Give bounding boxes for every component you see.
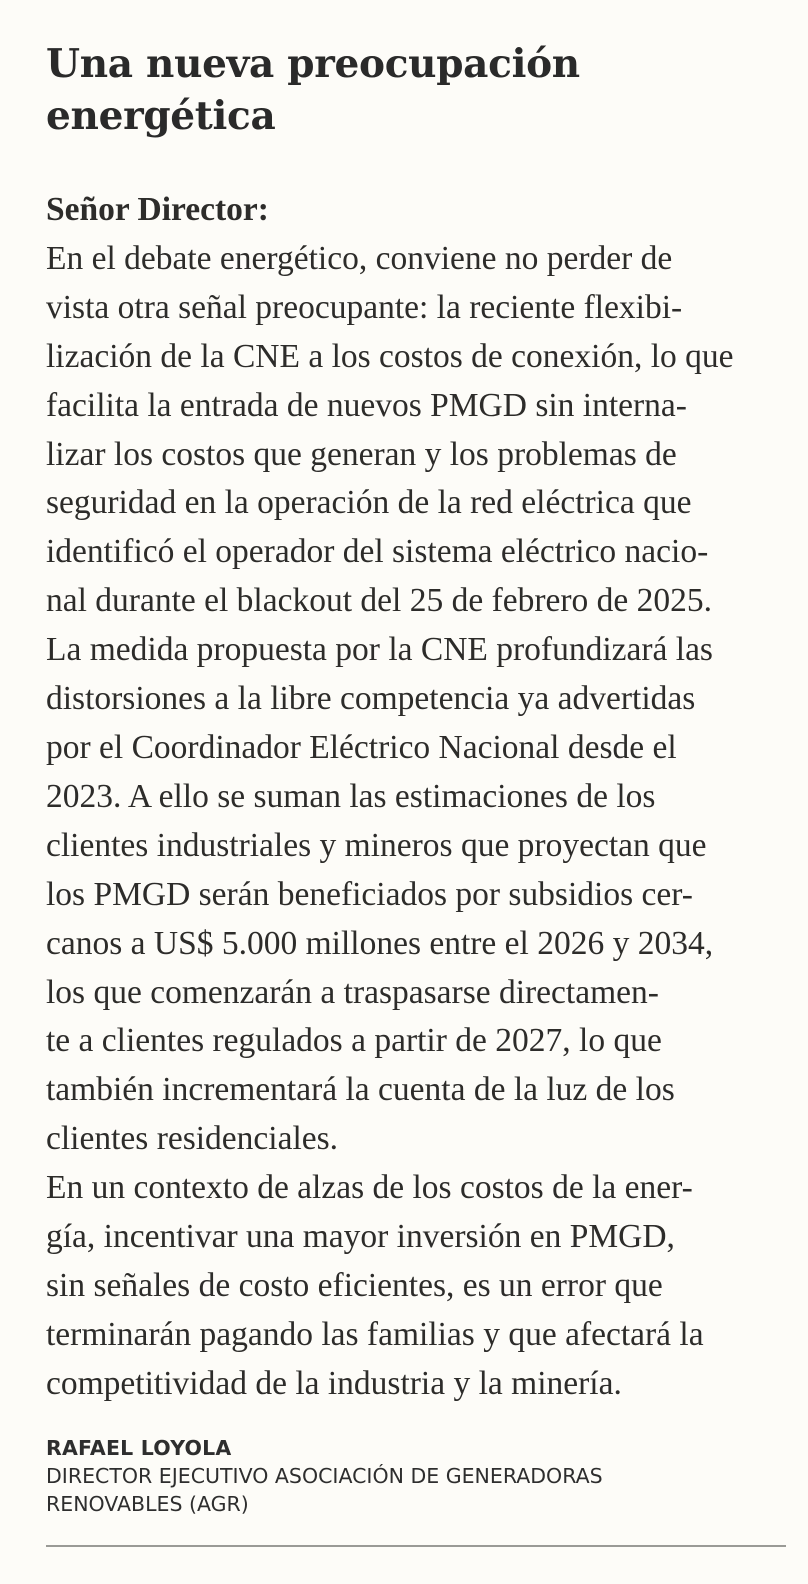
body-line: vista otra señal preocupante: la reciente flexibi-: [46, 288, 683, 326]
body-line: por el Coordinador Eléctrico Nacional desde el: [46, 728, 677, 766]
body-line: distorsiones a la libre competencia ya advertidas: [46, 680, 696, 718]
headline-line: Una nueva preocupación: [46, 41, 580, 87]
body-line: gía, incentivar una mayor inversión en PMGD,: [46, 1218, 675, 1256]
body-line: identificó el operador del sistema eléctrico nacio-: [46, 533, 709, 571]
body-line: clientes industriales y mineros que proyectan que: [46, 826, 707, 864]
headline-line: energética: [46, 93, 276, 139]
salutation: Señor Director:: [46, 191, 269, 228]
body-line: En un contexto de alzas de los costos de la ener-: [46, 1169, 693, 1207]
body-line: sin señales de costo eficientes, es un error que: [46, 1266, 663, 1304]
body-line: competitividad de la industria y la minería.: [46, 1364, 622, 1402]
body-line: La medida propuesta por la CNE profundizará las: [46, 631, 713, 669]
body-line: 2023. A ello se suman las estimaciones de los: [46, 777, 656, 815]
author-role: RENOVABLES (AGR): [46, 1492, 249, 1516]
letter-body: [46, 186, 806, 1409]
body-line: seguridad en la operación de la red eléctrica que: [46, 484, 692, 522]
signature-block: [46, 1434, 786, 1518]
body-line: terminarán pagando las familias y que afectará la: [46, 1315, 704, 1353]
body-line: clientes residenciales.: [46, 1120, 339, 1158]
body-line: te a clientes regulados a partir de 2027, lo que: [46, 1022, 662, 1060]
body-line: los PMGD serán beneficiados por subsidios cer-: [46, 875, 693, 913]
author-role: DIRECTOR EJECUTIVO ASOCIACIÓN DE GENERADORAS: [46, 1464, 603, 1488]
headline: [46, 38, 786, 142]
body-line: lización de la CNE a los costos de conexión, lo que: [46, 337, 734, 375]
body-line: nal durante el blackout del 25 de febrero de 2025.: [46, 582, 713, 620]
letter-header: [46, 38, 786, 142]
body-line: también incrementará la cuenta de la luz de los: [46, 1071, 675, 1109]
author-name: RAFAEL LOYOLA: [46, 1436, 232, 1460]
bottom-divider: [46, 1545, 786, 1547]
body-line: lizar los costos que generan y los problemas de: [46, 435, 677, 473]
body-line: los que comenzarán a traspasarse directamen-: [46, 973, 659, 1011]
body-line: canos a US$ 5.000 millones entre el 2026 y 2034,: [46, 924, 714, 962]
body-line: En el debate energético, conviene no perder de: [46, 239, 673, 277]
body-line: facilita la entrada de nuevos PMGD sin interna-: [46, 386, 687, 424]
